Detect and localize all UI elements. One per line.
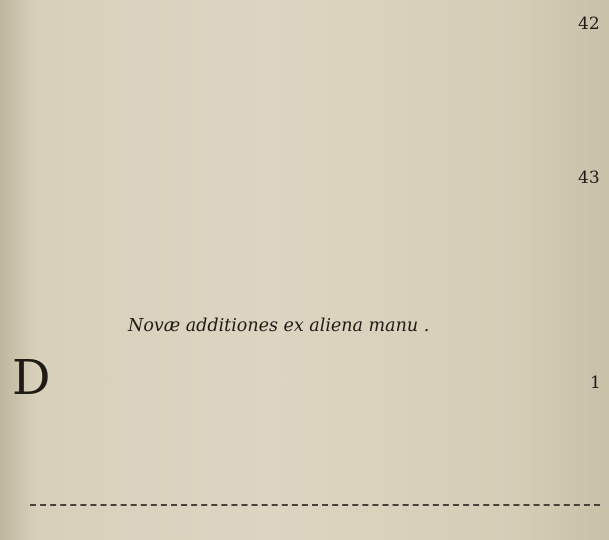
section-heading: Novæ additiones ex aliena manu . — [128, 316, 430, 336]
margin-number-1: 1 — [590, 373, 601, 393]
page-bottom-rule — [30, 504, 600, 506]
margin-number-42: 42 — [578, 14, 600, 34]
drop-cap: D — [12, 350, 51, 406]
margin-number-43: 43 — [578, 168, 600, 188]
